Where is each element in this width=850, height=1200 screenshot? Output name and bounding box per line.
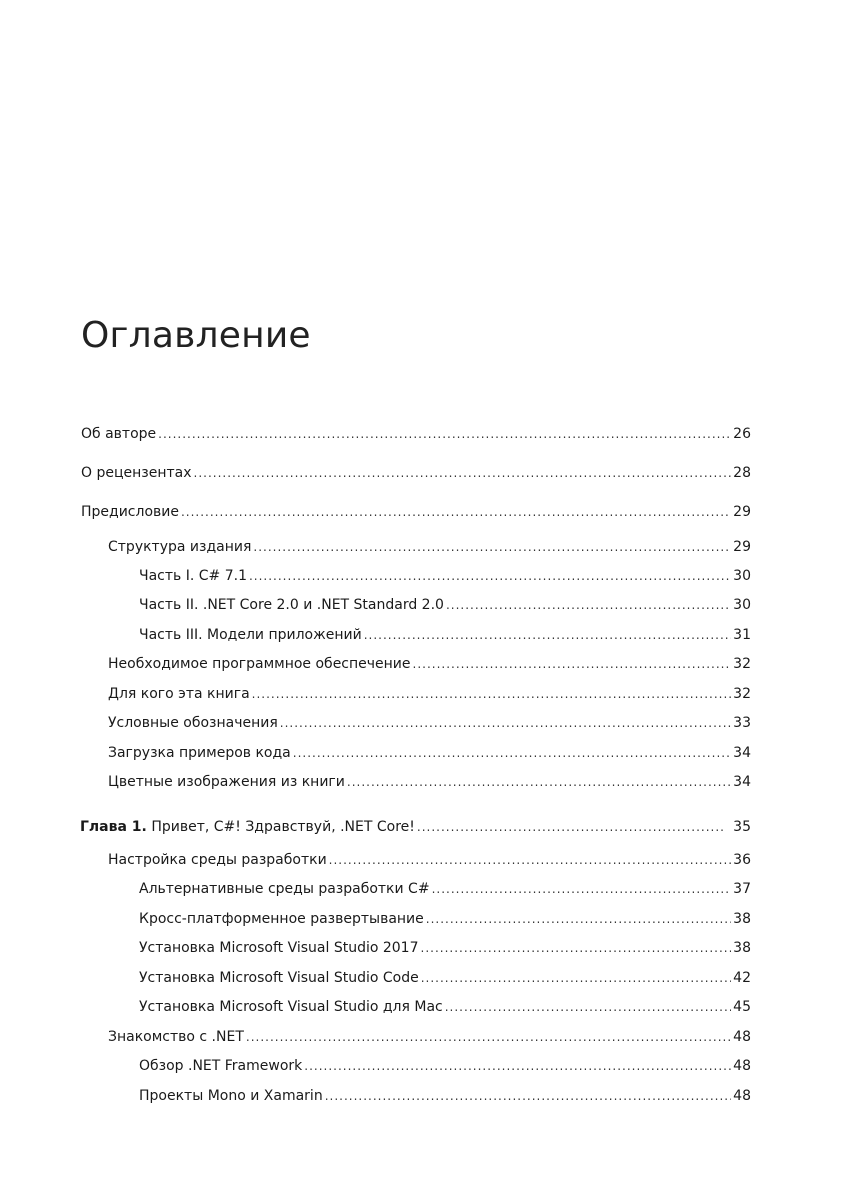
toc-entry-label: Обзор .NET Framework bbox=[139, 1058, 303, 1074]
toc-entry-color-images[interactable] bbox=[108, 773, 751, 791]
toc-entry-install-vscode[interactable] bbox=[139, 969, 751, 987]
dot-leader bbox=[304, 1057, 731, 1075]
toc-entry-page: 32 bbox=[733, 686, 751, 702]
dot-leader bbox=[421, 939, 732, 957]
toc-entry-label: Знакомство с .NET bbox=[108, 1029, 244, 1045]
dot-leader bbox=[446, 596, 731, 614]
dot-leader bbox=[181, 503, 731, 521]
toc-entry-page: 34 bbox=[733, 774, 751, 790]
toc-entry-page: 33 bbox=[733, 715, 751, 731]
toc-entry-mono-xamarin[interactable] bbox=[139, 1087, 751, 1105]
dot-leader bbox=[329, 851, 731, 869]
toc-entry-label: Часть II. .NET Core 2.0 и .NET Standard 2.0 bbox=[139, 597, 444, 613]
toc-entry-label: Настройка среды разработки bbox=[108, 852, 327, 868]
toc-entry-page: 30 bbox=[733, 597, 751, 613]
toc-entry-audience[interactable] bbox=[108, 685, 751, 703]
dot-leader bbox=[364, 626, 731, 644]
dot-leader bbox=[325, 1087, 731, 1105]
dot-leader bbox=[293, 744, 731, 762]
toc-entry-label: Установка Microsoft Visual Studio для Mac bbox=[139, 999, 443, 1015]
toc-entry-label: Часть III. Модели приложений bbox=[139, 627, 362, 643]
toc-entry-install-vsmac[interactable] bbox=[139, 998, 751, 1016]
toc-entry-conventions[interactable] bbox=[108, 714, 751, 732]
toc-entry-page: 35 bbox=[733, 819, 751, 835]
toc-entry-page: 32 bbox=[733, 656, 751, 672]
toc-entry-label: Установка Microsoft Visual Studio 2017 bbox=[139, 940, 419, 956]
toc-entry-alt-envs[interactable] bbox=[139, 880, 751, 898]
toc-entry-net-framework[interactable] bbox=[139, 1057, 751, 1075]
toc-entry-label: Необходимое программное обеспечение bbox=[108, 656, 411, 672]
toc-entry-label: Предисловие bbox=[81, 504, 179, 520]
toc-entry-chapter-1[interactable] bbox=[80, 818, 751, 836]
dot-leader bbox=[347, 773, 731, 791]
toc-entry-page: 38 bbox=[733, 940, 751, 956]
toc-entry-page: 26 bbox=[733, 426, 751, 442]
dot-leader bbox=[194, 464, 732, 482]
page-title: Оглавление bbox=[81, 315, 311, 356]
toc-entry-page: 34 bbox=[733, 745, 751, 761]
toc-entry-page: 45 bbox=[733, 999, 751, 1015]
toc-entry-label: О рецензентах bbox=[81, 465, 192, 481]
toc-entry-label bbox=[80, 818, 415, 836]
dot-leader bbox=[249, 567, 731, 585]
toc-entry-label: Часть I. C# 7.1 bbox=[139, 568, 247, 584]
toc-entry-page: 48 bbox=[733, 1029, 751, 1045]
toc-entry-label: Об авторе bbox=[81, 426, 157, 442]
toc-entry-page: 42 bbox=[733, 970, 751, 986]
toc-entry-label: Условные обозначения bbox=[108, 715, 278, 731]
dot-leader bbox=[432, 880, 731, 898]
chapter-prefix: Глава 1. bbox=[80, 819, 147, 835]
toc-entry-part3[interactable] bbox=[139, 626, 751, 644]
dot-leader bbox=[426, 910, 731, 928]
toc-entry-label: Проекты Mono и Xamarin bbox=[139, 1088, 323, 1104]
toc-entry-about-author[interactable] bbox=[81, 425, 751, 443]
toc-entry-page: 36 bbox=[733, 852, 751, 868]
toc-entry-label: Загрузка примеров кода bbox=[108, 745, 291, 761]
dot-leader bbox=[421, 969, 731, 987]
toc-entry-page: 29 bbox=[733, 539, 751, 555]
toc-entry-reviewers[interactable] bbox=[81, 464, 751, 482]
toc-entry-install-vs2017[interactable] bbox=[139, 939, 751, 957]
toc-entry-page: 30 bbox=[733, 568, 751, 584]
toc-entry-page: 29 bbox=[733, 504, 751, 520]
toc-entry-label: Структура издания bbox=[108, 539, 252, 555]
dot-leader bbox=[413, 655, 731, 673]
dot-leader bbox=[253, 538, 731, 556]
toc-entry-cross-platform[interactable] bbox=[139, 910, 751, 928]
toc-entry-preface[interactable] bbox=[81, 503, 751, 521]
toc-entry-page: 28 bbox=[733, 465, 751, 481]
toc-entry-label: Кросс-платформенное развертывание bbox=[139, 911, 424, 927]
toc-entry-page: 48 bbox=[733, 1058, 751, 1074]
dot-leader bbox=[280, 714, 731, 732]
toc-entry-label: Для кого эта книга bbox=[108, 686, 250, 702]
toc-entry-page: 31 bbox=[733, 627, 751, 643]
toc-entry-label: Альтернативные среды разработки C# bbox=[139, 881, 430, 897]
toc-entry-downloads[interactable] bbox=[108, 744, 751, 762]
toc-entry-structure[interactable] bbox=[108, 538, 751, 556]
dot-leader bbox=[445, 998, 731, 1016]
toc-entry-page: 37 bbox=[733, 881, 751, 897]
toc-entry-label: Цветные изображения из книги bbox=[108, 774, 345, 790]
toc-entry-software[interactable] bbox=[108, 655, 751, 673]
dot-leader bbox=[158, 425, 731, 443]
chapter-title: Привет, C#! Здравствуй, .NET Core! bbox=[151, 819, 415, 835]
toc-entry-label: Установка Microsoft Visual Studio Code bbox=[139, 970, 419, 986]
toc-entry-part2[interactable] bbox=[139, 596, 751, 614]
toc-entry-dev-env[interactable] bbox=[108, 851, 751, 869]
toc-entry-part1[interactable] bbox=[139, 567, 751, 585]
dot-leader bbox=[252, 685, 731, 703]
toc-entry-page: 48 bbox=[733, 1088, 751, 1104]
toc-entry-page: 38 bbox=[733, 911, 751, 927]
dot-leader bbox=[246, 1028, 731, 1046]
dot-leader bbox=[417, 818, 725, 836]
toc-entry-intro-net[interactable] bbox=[108, 1028, 751, 1046]
